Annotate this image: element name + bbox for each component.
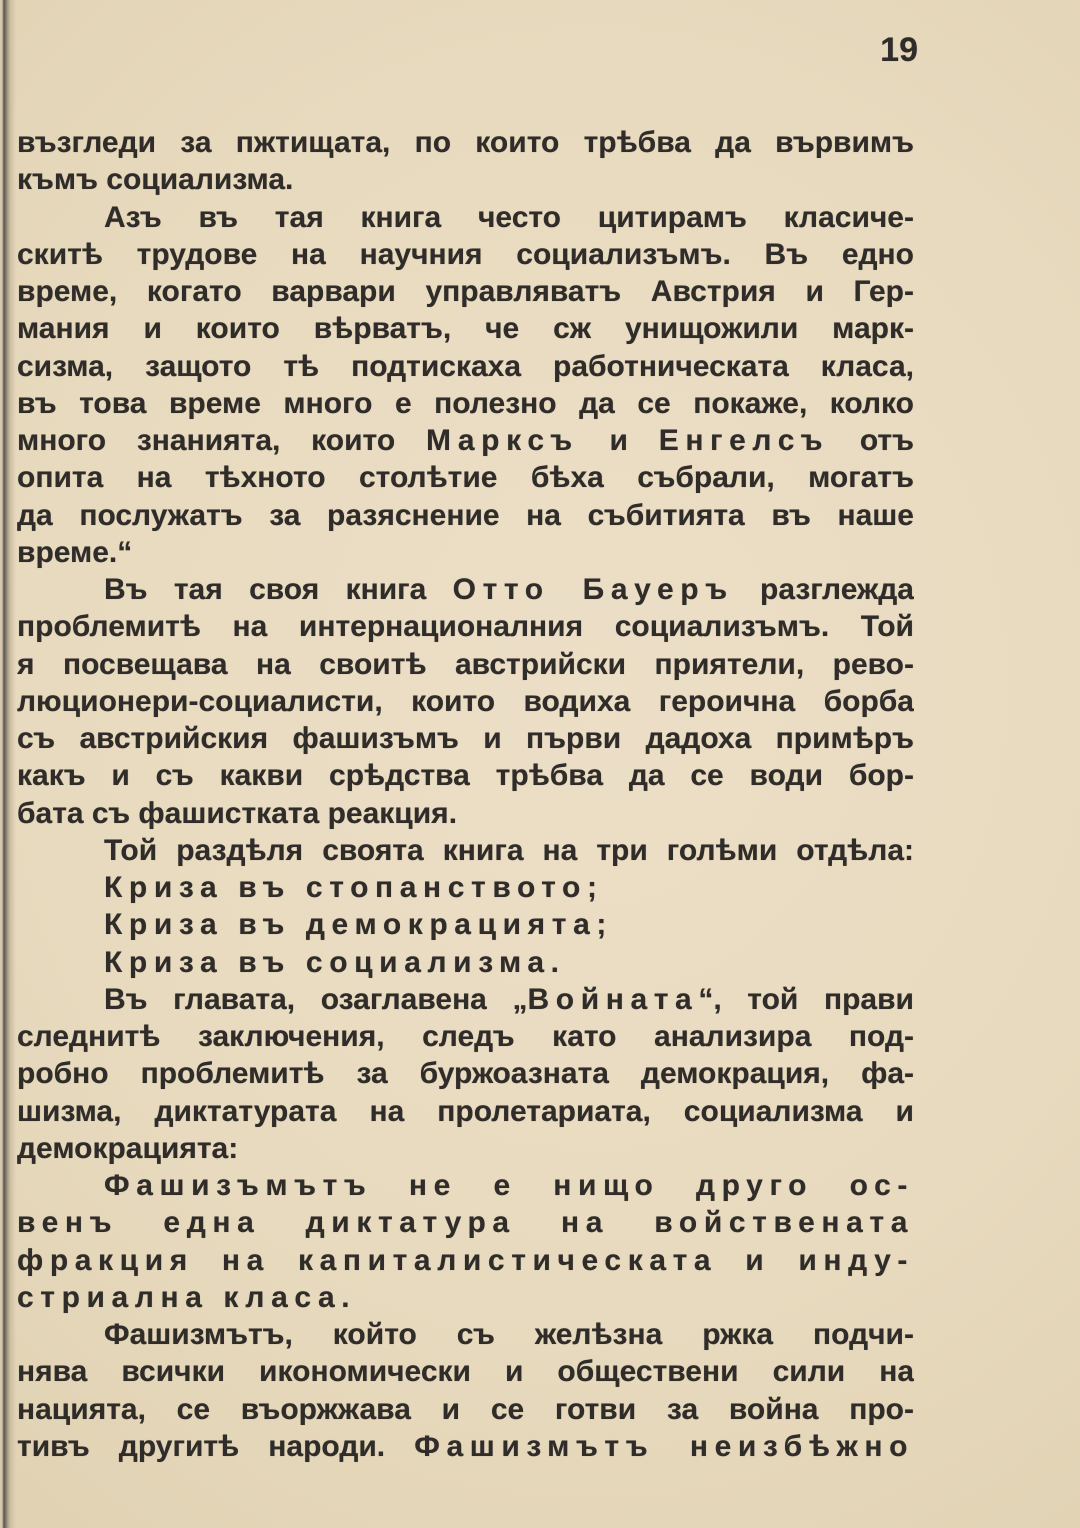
text-line xyxy=(17,981,914,1018)
text-line: какъ и съ какви срѣдства трѣбва да се води бор- xyxy=(17,759,914,793)
paragraph xyxy=(17,199,914,572)
text-line: време, когато варвари управляватъ Австрия и Гер- xyxy=(17,275,914,308)
text-segment: Въ главата, озаглавена „ xyxy=(104,982,528,1016)
text-line: Той раздѣля своята книга на три голѣми отдѣла: xyxy=(104,833,914,867)
section-list-item: Криза въ социализма. xyxy=(104,945,566,979)
paragraph xyxy=(17,1316,914,1465)
emphasized-title: Войната xyxy=(527,982,699,1016)
text-line: Фашизъмътъ не е нищо друго ос- xyxy=(104,1169,914,1202)
text-line: съ австрийския фашизъмъ и първи дадоха примѣръ xyxy=(17,722,914,755)
emphasized-name: Енгелсъ xyxy=(658,424,830,457)
text-line: нацията, се въоржжава и се готви за война про- xyxy=(17,1392,914,1426)
text-line: Азъ въ тая книга често цитирамъ класиче- xyxy=(104,200,914,234)
text-line: проблемитѣ на интернационалния социализъмъ. Той xyxy=(17,610,914,644)
emphasized-text: Фашизмътъ неизбѣжно xyxy=(414,1429,914,1463)
section-list-item: Криза въ демокрацията; xyxy=(104,908,613,942)
page-number: 19 xyxy=(880,31,918,69)
text-line xyxy=(17,422,914,459)
text-line: фракция на капиталистическата и инду- xyxy=(17,1243,914,1277)
text-segment: и xyxy=(578,424,659,457)
emphasized-name: Марксъ xyxy=(425,424,579,457)
emphasized-quotation xyxy=(17,1167,914,1316)
emphasized-name: Отто Бауеръ xyxy=(452,573,734,606)
text-line: робно проблемитѣ за буржоазната демокрация, фа- xyxy=(17,1057,914,1091)
binding-edge-shadow xyxy=(0,0,16,1528)
text-segment: много знанията, които xyxy=(17,424,426,457)
text-line: мания и които вѣрватъ, че сж унищожили марк- xyxy=(17,312,914,346)
text-line xyxy=(17,571,914,608)
text-line: въ това време много е полезно да се покаже, колко xyxy=(17,386,914,420)
paragraph xyxy=(17,124,914,199)
text-segment: Въ тая своя книга xyxy=(104,573,453,606)
section-list xyxy=(17,869,914,981)
section-list-item: Криза въ стопанството; xyxy=(104,871,604,904)
text-line: стриална класа. xyxy=(17,1280,357,1314)
text-segment: “, той прави xyxy=(698,982,914,1016)
text-line: нява всички икономически и обществени сили на xyxy=(17,1355,914,1389)
paragraph xyxy=(17,981,914,1167)
text-line: я посвещава на своитѣ австрийски приятели, рево- xyxy=(17,647,914,681)
text-line: Фашизмътъ, който съ желѣзна ржка подчи- xyxy=(104,1318,914,1351)
text-segment: разглежда xyxy=(733,573,914,606)
text-line: сизма, защото тѣ подтискаха работническата класа, xyxy=(17,349,914,383)
paragraph xyxy=(17,832,914,869)
text-line: възгледи за пжтищата, по които трѣбва да вървимъ xyxy=(17,126,914,159)
text-line: люционери-социалисти, които водиха героична борба xyxy=(17,684,914,718)
text-segment: отъ xyxy=(829,424,914,457)
text-line: време.“ xyxy=(17,535,133,569)
text-line: демокрацията: xyxy=(17,1131,239,1165)
text-line: къмъ социализма. xyxy=(17,163,294,197)
text-line: опита на тѣхното столѣтие бѣха събрали, могатъ xyxy=(17,461,914,495)
page-body-text xyxy=(17,124,914,1465)
text-line: шизма, диктатурата на пролетариата, социализма и xyxy=(17,1094,914,1128)
text-line: следнитѣ заключения, следъ като анализира под- xyxy=(17,1020,914,1053)
text-line: скитѣ трудове на научния социализъмъ. Въ едно xyxy=(17,237,914,271)
paragraph xyxy=(17,571,914,832)
text-line: да послужатъ за разяснение на събитията въ наше xyxy=(17,498,914,532)
text-line: бата съ фашистката реакция. xyxy=(17,796,458,830)
text-line xyxy=(17,1428,914,1465)
text-segment: тивъ другитѣ народи. xyxy=(17,1429,415,1463)
text-line: венъ една диктатура на войствената xyxy=(17,1206,914,1240)
